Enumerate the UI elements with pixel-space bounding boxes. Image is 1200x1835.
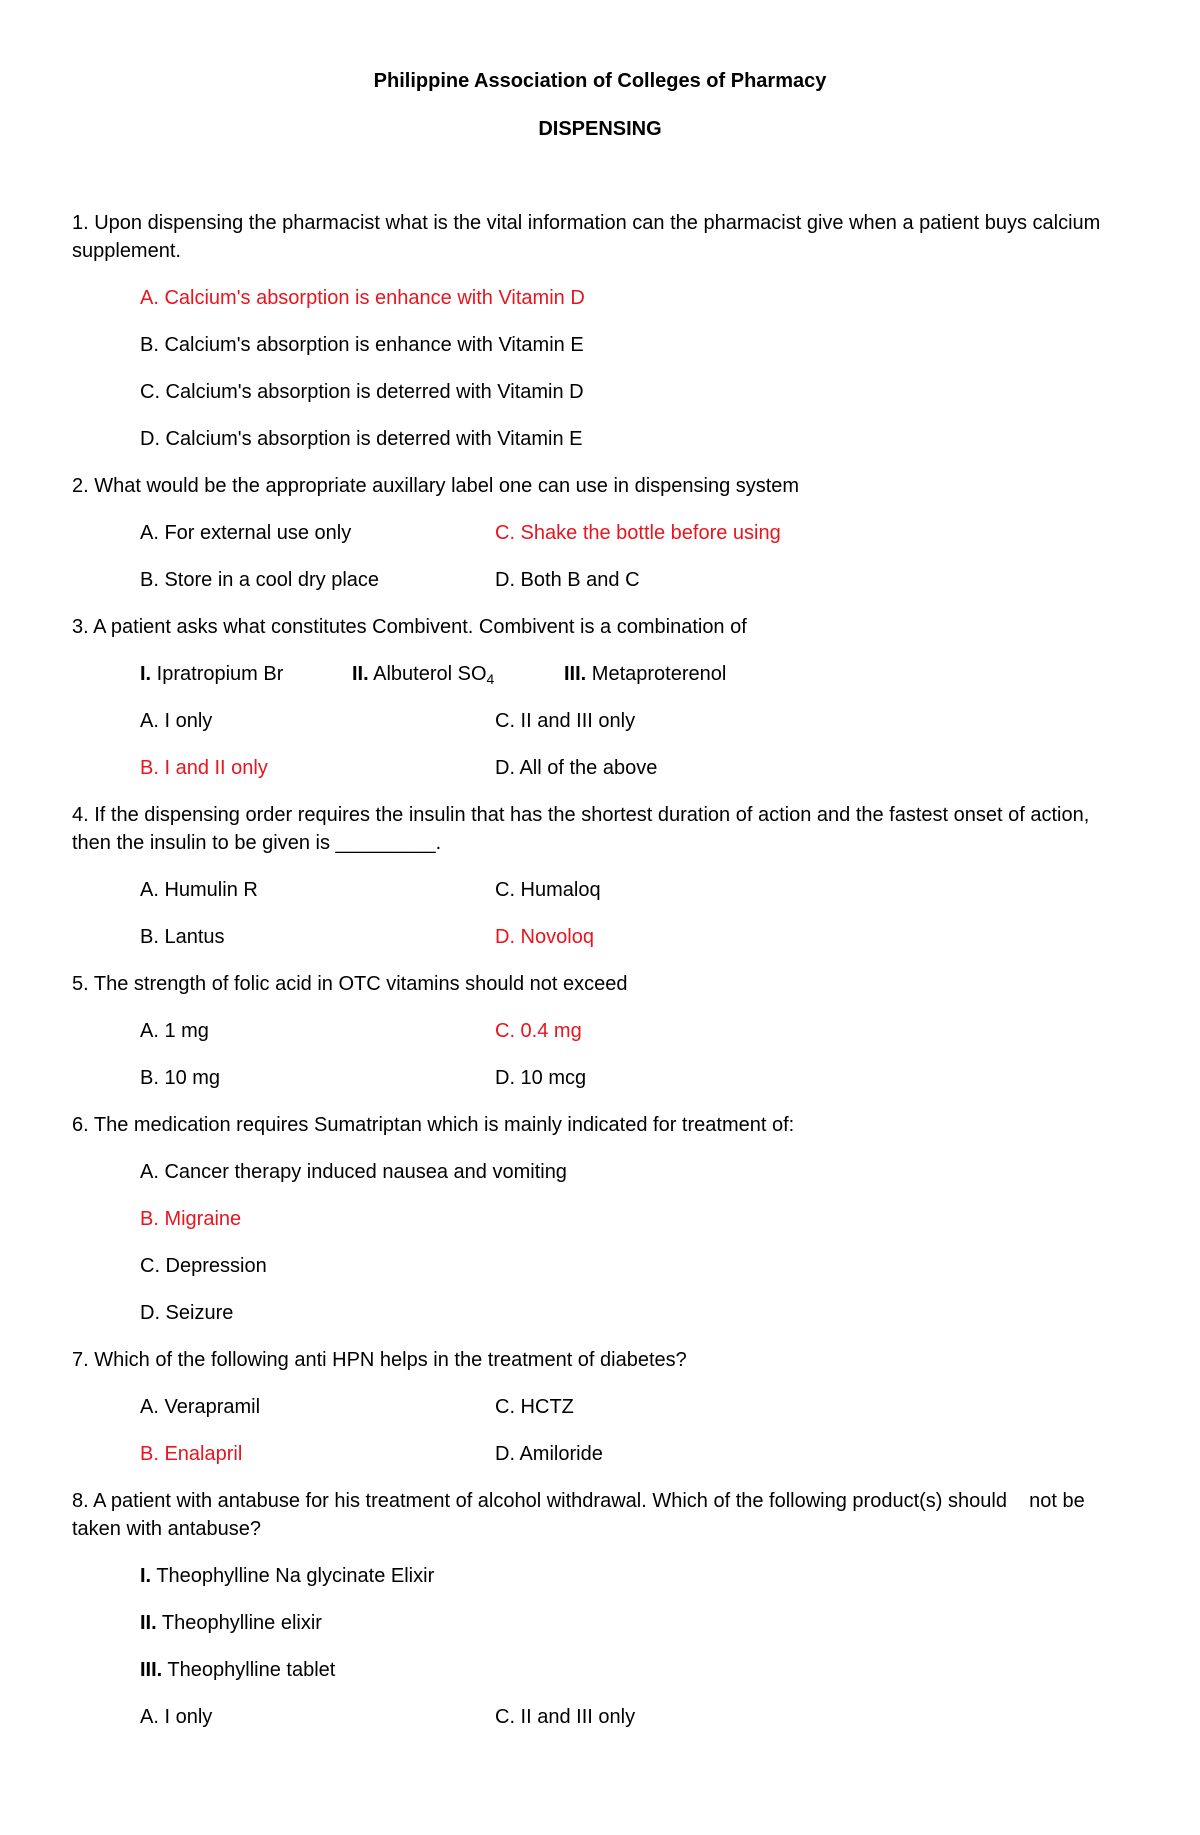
question-1-text: 1. Upon dispensing the pharmacist what is the vital information can the pharmacist give when a patient buys calcium supplement. [72,212,1101,262]
org-title: Philippine Association of Colleges of Pharmacy [373,70,827,92]
q8-roman-iii [140,1656,335,1684]
q6-option-a: A. Cancer therapy induced nausea and vomiting [140,1161,567,1183]
q8-roman-i [140,1562,434,1590]
q1-option-c: C. Calcium's absorption is deterred with Vitamin D [140,381,584,403]
subject-title: DISPENSING [538,118,662,140]
q7-option-a: A. Verapramil [140,1396,261,1418]
q1-option-d: D. Calcium's absorption is deterred with Vitamin E [140,428,583,450]
question-5-text: 5. The strength of folic acid in OTC vitamins should not exceed [72,973,628,995]
q1-option-a: A. Calcium's absorption is enhance with Vitamin D [140,287,585,309]
q2-option-a: A. For external use only [140,522,352,544]
q4-option-b: B. Lantus [140,926,225,948]
q3-roman-iii [564,660,726,688]
question-8-text: 8. A patient with antabuse for his treatment of alcohol withdrawal. Which of the following product(s) should not be taken with antabuse? [72,1490,1091,1540]
q2-option-c: C. Shake the bottle before using [495,522,781,544]
q3-option-b: B. I and II only [140,757,268,779]
question-2-text: 2. What would be the appropriate auxillary label one can use in dispensing system [72,475,800,497]
q5-option-d: D. 10 mcg [495,1067,587,1089]
q4-option-d: D. Novoloq [495,926,594,948]
q3-option-c: C. II and III only [495,710,636,732]
roman-numeral: II. [140,1612,157,1634]
q4-option-c: C. Humaloq [495,879,601,901]
q2-option-b: B. Store in a cool dry place [140,569,380,591]
q8-roman-ii [140,1609,322,1637]
q2-option-d: D. Both B and C [495,569,640,591]
q8-option-c: C. II and III only [495,1706,636,1728]
roman-text: Theophylline elixir [156,1612,322,1634]
q6-option-c: C. Depression [140,1255,267,1277]
roman-numeral: III. [564,663,587,685]
q7-option-c: C. HCTZ [495,1396,574,1418]
q3-roman-i [140,660,283,688]
q7-option-d: D. Amiloride [495,1443,603,1465]
subscript: 4 [486,671,495,687]
q3-option-d: D. All of the above [495,757,658,779]
question-3-text: 3. A patient asks what constitutes Combivent. Combivent is a combination of [72,616,747,638]
roman-text: Theophylline tablet [162,1659,336,1681]
question-7-text: 7. Which of the following anti HPN helps in the treatment of diabetes? [72,1349,687,1371]
roman-numeral: I. [140,1565,152,1587]
q1-option-b: B. Calcium's absorption is enhance with Vitamin E [140,334,584,356]
roman-text: Albuterol SO [368,663,487,685]
q5-option-c: C. 0.4 mg [495,1020,582,1042]
q6-option-b: B. Migraine [140,1208,242,1230]
question-6-text: 6. The medication requires Sumatriptan which is mainly indicated for treatment of: [72,1114,795,1136]
q3-option-a: A. I only [140,710,213,732]
q8-option-a: A. I only [140,1706,213,1728]
q6-option-d: D. Seizure [140,1302,234,1324]
roman-numeral: III. [140,1659,163,1681]
q7-option-b: B. Enalapril [140,1443,243,1465]
q4-option-a: A. Humulin R [140,879,258,901]
roman-numeral: II. [352,663,369,685]
roman-text: Theophylline Na glycinate Elixir [151,1565,435,1587]
q5-option-b: B. 10 mg [140,1067,221,1089]
roman-text: Ipratropium Br [151,663,284,685]
roman-numeral: I. [140,663,152,685]
question-4-text: 4. If the dispensing order requires the insulin that has the shortest duration of action and the fastest onset of action, then the insulin to be given is _________. [72,804,1090,854]
q5-option-a: A. 1 mg [140,1020,209,1042]
roman-text: Metaproterenol [586,663,727,685]
q3-roman-ii [352,660,494,688]
